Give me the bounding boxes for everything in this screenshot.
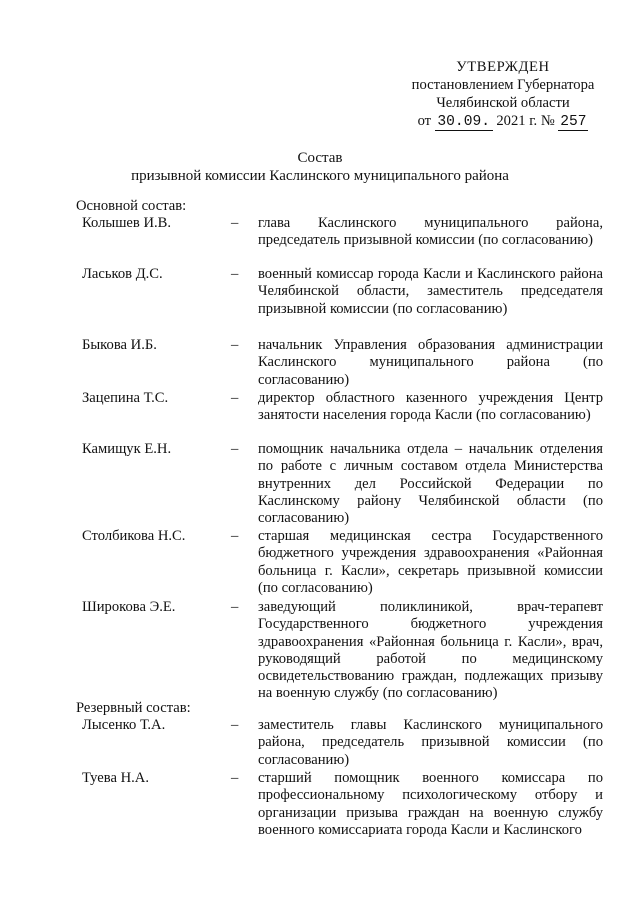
member-dash: – [231,770,239,786]
member-dash: – [231,599,239,615]
decree-date: 30.09. [435,115,493,131]
member-role: глава Каслинского муниципального района, председатель призывной комиссии (по согласованию) [258,215,603,249]
member-role: старшая медицинская сестра Государственного бюджетного учреждения здравоохранения «Районная больница г. Касли», секретарь призывной комиссии (по согласованию) [258,528,603,596]
member-name: Зацепина Т.С. [82,390,169,406]
member-role: старший помощник военного комиссара по профессиональному психологическому отбору и организации призыва граждан на военную службу военного комиссариата города Касли и Каслинского [258,770,603,838]
member-role: помощник начальника отдела – начальник отделения по работе с личным составом отдела Министерства внутренних дел Российской Федерации по Каслинскому району Челябинской области (по согласованию) [258,441,603,527]
number-sign: № [540,113,555,129]
member-dash: – [231,390,239,406]
member-dash: – [231,528,239,544]
member-role: военный комиссар города Касли и Каслинского района Челябинской области, заместитель председателя призывной комиссии (по согласованию) [258,266,603,317]
document-subtitle: призывной комиссии Каслинского муниципального района [131,168,509,184]
decree-number: 257 [560,114,587,130]
date-prefix: от [417,113,432,129]
member-dash: – [231,215,239,231]
decree-year: 2021 г. [496,113,538,129]
member-name: Ласьков Д.С. [82,266,163,282]
document-title: Состав [297,150,343,166]
member-role: заместитель главы Каслинского муниципального района, председатель призывной комиссии (по согласованию) [258,717,603,768]
member-name: Лысенко Т.А. [82,717,166,733]
member-dash: – [231,441,239,457]
member-role: начальник Управления образования администрации Каслинского муниципального района (по согласованию) [258,337,603,388]
main-section-label: Основной состав: [76,198,187,214]
member-name: Столбикова Н.С. [82,528,186,544]
member-name: Камищук Е.Н. [82,441,172,457]
member-dash: – [231,717,239,733]
member-name: Широкова Э.Е. [82,599,176,615]
member-role: заведующий поликлиникой, врач-терапевт Государственного бюджетного учреждения здравоохранения «Районная больница г. Касли», врач, руководящий работой по медицинскому освидетельствованию граждан, подлежащих призыву на военную службу (по согласованию) [258,599,603,702]
approval-stamp [393,58,613,131]
member-name: Быкова И.Б. [82,337,157,353]
member-name: Туева Н.А. [82,770,149,786]
member-name: Колышев И.В. [82,215,172,231]
member-role: директор областного казенного учреждения Центр занятости населения города Касли (по согласованию) [258,390,603,424]
member-dash: – [231,337,239,353]
approval-line-1: постановлением Губернатора [411,77,595,93]
decree-date-line [393,112,613,131]
member-dash: – [231,266,239,282]
reserve-section-label: Резервный состав: [76,700,191,716]
approval-title: УТВЕРЖДЕН [456,59,550,75]
approval-line-2: Челябинской области [436,95,570,111]
